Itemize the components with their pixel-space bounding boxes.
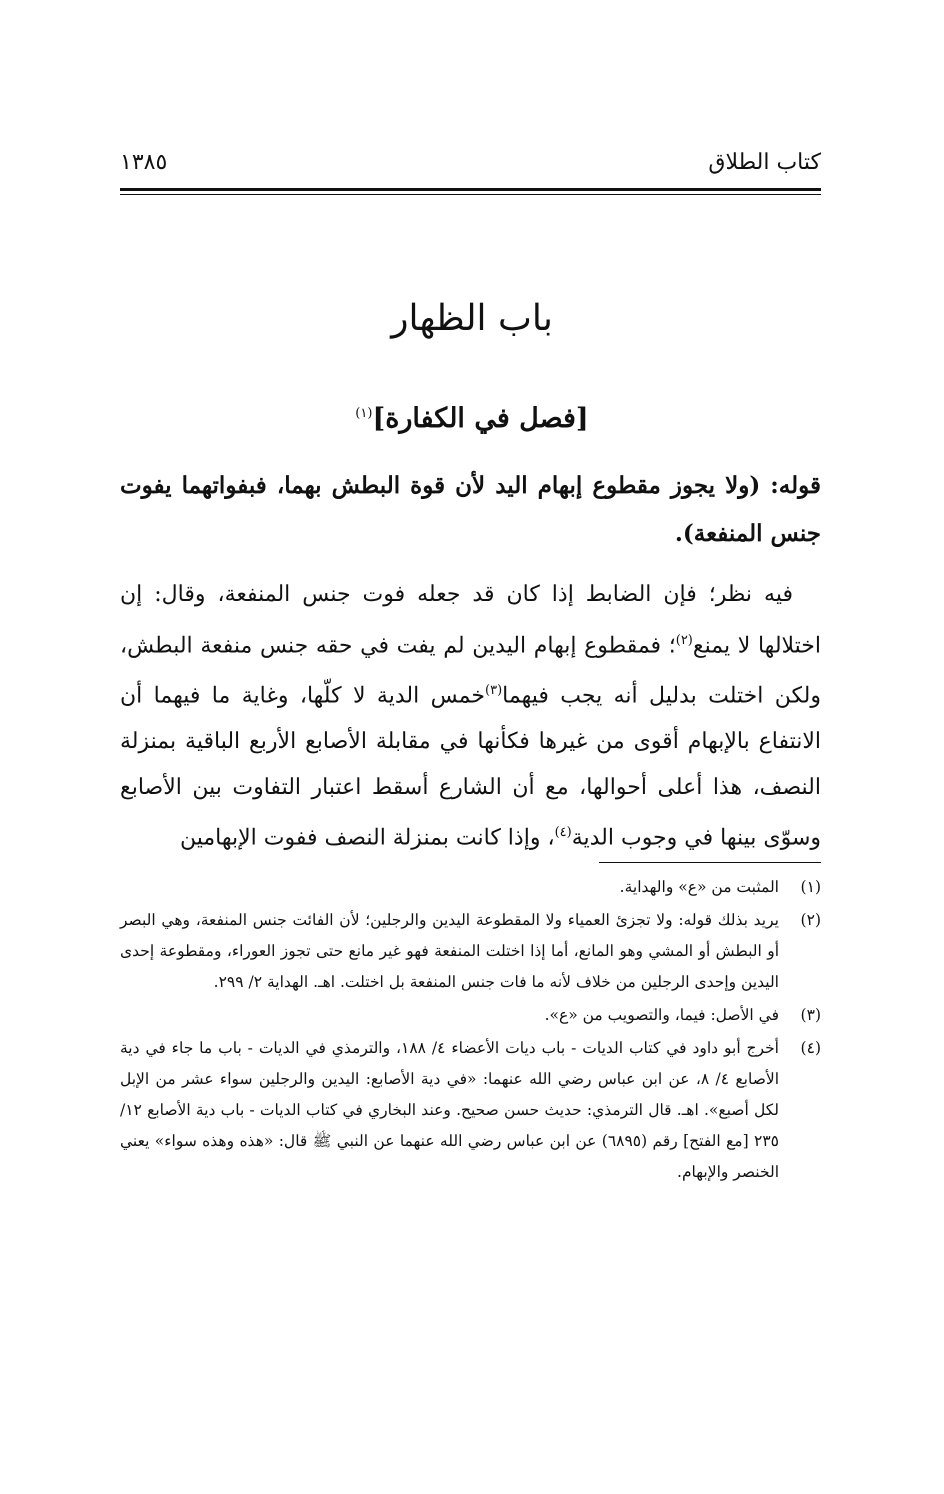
- header-rule-thin: [120, 194, 821, 195]
- footnote-number: (٤): [800, 1039, 821, 1057]
- footnote-number: (٣): [800, 1006, 821, 1024]
- page-number: ١٣٨٥: [120, 150, 168, 175]
- footnote-text: المثبت من «ع» والهداية.: [619, 878, 779, 896]
- footnote: [120, 872, 821, 903]
- body-segment-3: خمس الدية لا كلّها، وغاية ما فيهما أن الانتفاع بالإبهام أقوى من غيرها فكأنها في مقابلة الأصابع الأربع الباقية بمنزلة النصف، هذا أعلى أحوالها، مع أن الشارع أسقط اعتبار التفاوت بين الأصابع وسوّى بينها في وجوب الدية: [120, 683, 821, 851]
- quoted-text: قوله: (ولا يجوز مقطوع إبهام اليد لأن قوة البطش بهما، فبفواتهما يفوت جنس المنفعة).: [120, 472, 821, 547]
- footnote-text: يريد بذلك قوله: ولا تجزئ العمياء ولا المقطوعة اليدين والرجلين؛ لأن الفائت جنس المنفعة، وهي البصر أو البطش أو المشي وهو المانع، أما إذا اختلت المنفعة فهو غير مانع حتى تجوز العوراء، ومقطوعة إحدى اليدين وإحدى الرجلين من خلاف لأنه ما فات جنس المنفعة بل اختلت. اهـ. الهداية ٢/ ٢٩٩.: [120, 911, 779, 991]
- running-header: [120, 150, 821, 180]
- body-segment-4: ، وإذا كانت بمنزلة النصف ففوت الإبهامين: [180, 825, 555, 851]
- book-title: كتاب الطلاق: [708, 150, 821, 175]
- footnote-separator: [599, 862, 821, 863]
- footnote-ref-4: (٤): [554, 825, 572, 841]
- body-text: [120, 572, 821, 861]
- section-heading: [0, 403, 944, 434]
- footnote-ref-1: (١): [355, 406, 373, 421]
- body-segment-1: فيه نظر؛ فإن الضابط إذا كان قد جعله فوت جنس المنفعة، وقال: إن اختلالها لا يمنع: [120, 582, 821, 658]
- footnote-number: (١): [800, 878, 821, 896]
- chapter-title: باب الظهار: [391, 298, 553, 339]
- footnote-text: في الأصل: فيما، والتصويب من «ع».: [544, 1006, 779, 1024]
- footnote-ref-2: (٢): [675, 632, 693, 648]
- section-title: [فصل في الكفارة]: [372, 403, 589, 434]
- footnote: [120, 1033, 821, 1188]
- footnote-number: (٢): [800, 911, 821, 929]
- body-paragraph: [120, 572, 821, 861]
- footnotes: [120, 872, 821, 1190]
- footnote: [120, 1000, 821, 1031]
- footnote-text: أخرج أبو داود في كتاب الديات - باب ديات الأعضاء ٤/ ١٨٨، والترمذي في الديات - باب ما جاء في دية الأصابع ٤/ ٨، عن ابن عباس رضي الله عنهما: «في دية الأصابع: اليدين والرجلين سواء عشر من الإبل لكل أصبع». اهـ. قال الترمذي: حديث حسن صحيح. وعند البخاري في كتاب الديات - باب دية الأصابع ١٢/ ٢٣٥ [مع الفتح] رقم (٦٨٩٥) عن ابن عباس رضي الله عنهما عن النبي ﷺ قال: «هذه وهذه سواء» يعني الخنصر والإبهام.: [120, 1039, 779, 1181]
- header-rule-thick: [120, 188, 821, 191]
- footnote: [120, 905, 821, 998]
- footnote-ref-3: (٣): [485, 683, 503, 699]
- body-segment-2: ؛ فمقطوع إبهام اليدين لم يفت في حقه جنس منفعة البطش، ولكن اختلت بدليل أنه يجب فيهما: [120, 632, 821, 709]
